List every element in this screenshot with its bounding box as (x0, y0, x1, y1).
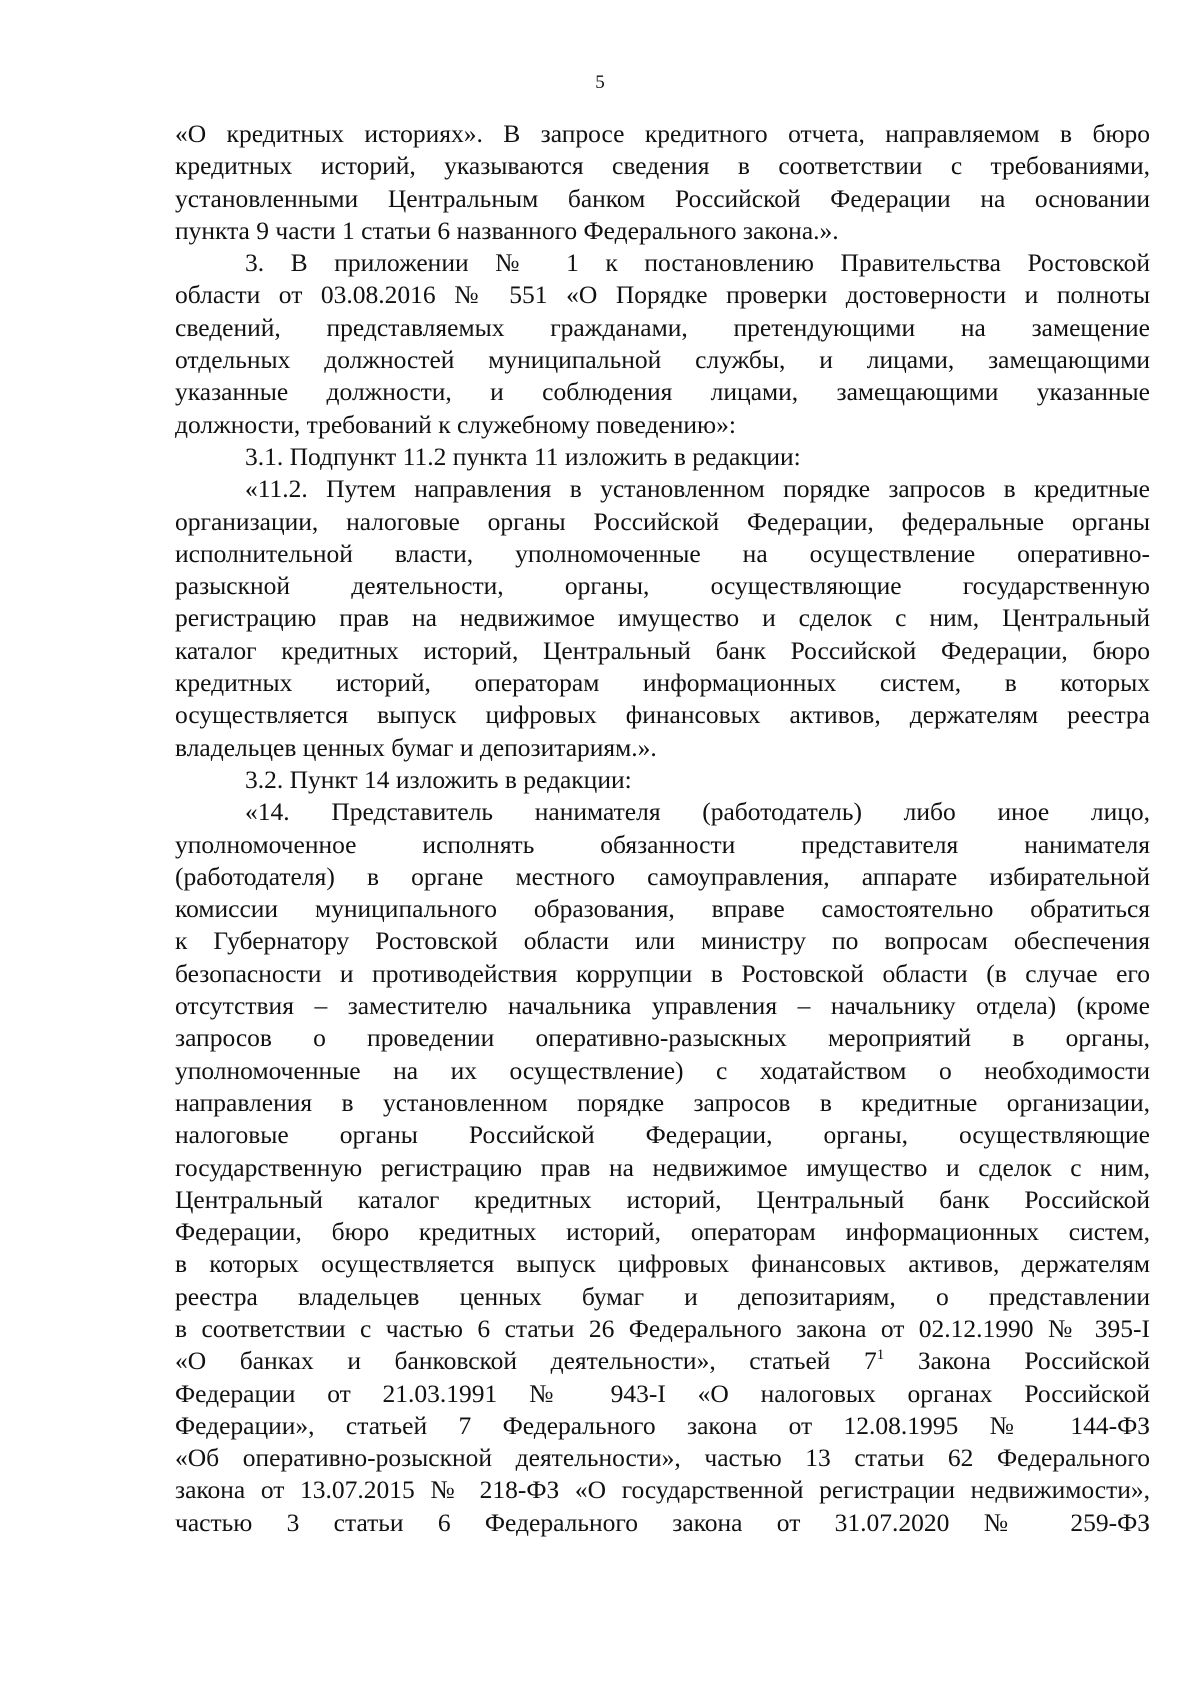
text-line: установленными Центральным банком Российской Федерации на основании (175, 183, 1150, 213)
text-line: безопасности и противодействия коррупции в Ростовской области (в случае его (175, 958, 1150, 988)
document-body (175, 118, 1150, 1539)
text-line: должности, требований к служебному поведению»: (175, 409, 736, 439)
text-line: Федерации, бюро кредитных историй, операторам информационных систем, (175, 1217, 1150, 1247)
superscript: 1 (876, 1347, 885, 1364)
text-line: каталог кредитных историй, Центральный банк Российской Федерации, бюро (175, 635, 1150, 665)
text-line: области от 03.08.2016 № 551 «О Порядке проверки достоверности и полноты (175, 280, 1150, 310)
text-line: «О кредитных историях». В запросе кредитного отчета, направляемом в бюро (175, 119, 1150, 148)
text-line-segment: «О банках и банковской деятельности», статьей 7 (175, 1346, 877, 1376)
text-line: «14. Представитель нанимателя (работодатель) либо иное лицо, (245, 797, 1150, 827)
text-line: владельцев ценных бумаг и депозитариям.». (175, 732, 657, 762)
text-line: Центральный каталог кредитных историй, Центральный банк Российской (175, 1184, 1150, 1214)
text-line: организации, налоговые органы Российской Федерации, федеральные органы (175, 506, 1150, 536)
text-line: к Губернатору Ростовской области или министру по вопросам обеспечения (175, 926, 1150, 956)
text-line: в соответствии с частью 6 статьи 26 Федерального закона от 02.12.1990 № 395-I (175, 1313, 1150, 1343)
text-line: комиссии муниципального образования, вправе самостоятельно обратиться (175, 894, 1150, 924)
text-line: реестра владельцев ценных бумаг и депозитариям, о представлении (175, 1281, 1150, 1311)
text-line: Федерации», статьей 7 Федерального закона от 12.08.1995 № 144-ФЗ (175, 1410, 1150, 1440)
text-line: 3.2. Пункт 14 изложить в редакции: (245, 764, 632, 794)
text-line: кредитных историй, указываются сведения в соответствии с требованиями, (175, 151, 1150, 181)
text-line: уполномоченное исполнять обязанности представителя нанимателя (175, 829, 1150, 859)
text-line: частью 3 статьи 6 Федерального закона от 31.07.2020 № 259-ФЗ (175, 1507, 1150, 1537)
text-line: государственную регистрацию прав на недвижимое имущество и сделок с ним, (175, 1152, 1150, 1182)
text-line: Федерации от 21.03.1991 № 943-I «О налоговых органах Российской (175, 1378, 1150, 1408)
text-line: 3. В приложении № 1 к постановлению Правительства Ростовской (245, 248, 1150, 278)
text-line: направления в установленном порядке запросов в кредитные организации, (175, 1087, 1150, 1117)
text-line: закона от 13.07.2015 № 218-ФЗ «О государственной регистрации недвижимости», (175, 1475, 1150, 1505)
text-line: «11.2. Путем направления в установленном порядке запросов в кредитные (245, 474, 1150, 504)
text-line: «Об оперативно-розыскной деятельности», частью 13 статьи 62 Федерального (175, 1443, 1150, 1473)
text-line: разыскной деятельности, органы, осуществляющие государственную (175, 571, 1150, 601)
text-line: запросов о проведении оперативно-разыскных мероприятий в органы, (175, 1023, 1150, 1053)
text-line: пункта 9 части 1 статьи 6 названного Федерального закона.». (175, 215, 839, 245)
page-number: 5 (595, 72, 605, 93)
text-line: в которых осуществляется выпуск цифровых финансовых активов, держателям (175, 1249, 1150, 1279)
text-line: отдельных должностей муниципальной службы, и лицами, замещающими (175, 345, 1150, 375)
text-line-segment: Закона Российской (884, 1346, 1151, 1376)
text-line: осуществляется выпуск цифровых финансовых активов, держателям реестра (175, 700, 1150, 730)
text-line: 3.1. Подпункт 11.2 пункта 11 изложить в редакции: (245, 441, 801, 471)
text-line: регистрацию прав на недвижимое имущество и сделок с ним, Центральный (175, 603, 1150, 633)
text-line: указанные должности, и соблюдения лицами, замещающими указанные (175, 377, 1150, 407)
text-line (175, 1345, 1150, 1377)
text-line: налоговые органы Российской Федерации, органы, осуществляющие (175, 1120, 1150, 1150)
text-line: уполномоченные на их осуществление) с ходатайством о необходимости (175, 1055, 1150, 1085)
text-line: кредитных историй, операторам информационных систем, в которых (175, 668, 1150, 698)
text-line: отсутствия – заместителю начальника управления – начальнику отдела) (кроме (175, 991, 1150, 1021)
text-line: (работодателя) в органе местного самоуправления, аппарате избирательной (175, 861, 1150, 891)
text-line: исполнительной власти, уполномоченные на осуществление оперативно- (175, 538, 1150, 568)
text-line: сведений, представляемых гражданами, претендующими на замещение (175, 312, 1150, 342)
